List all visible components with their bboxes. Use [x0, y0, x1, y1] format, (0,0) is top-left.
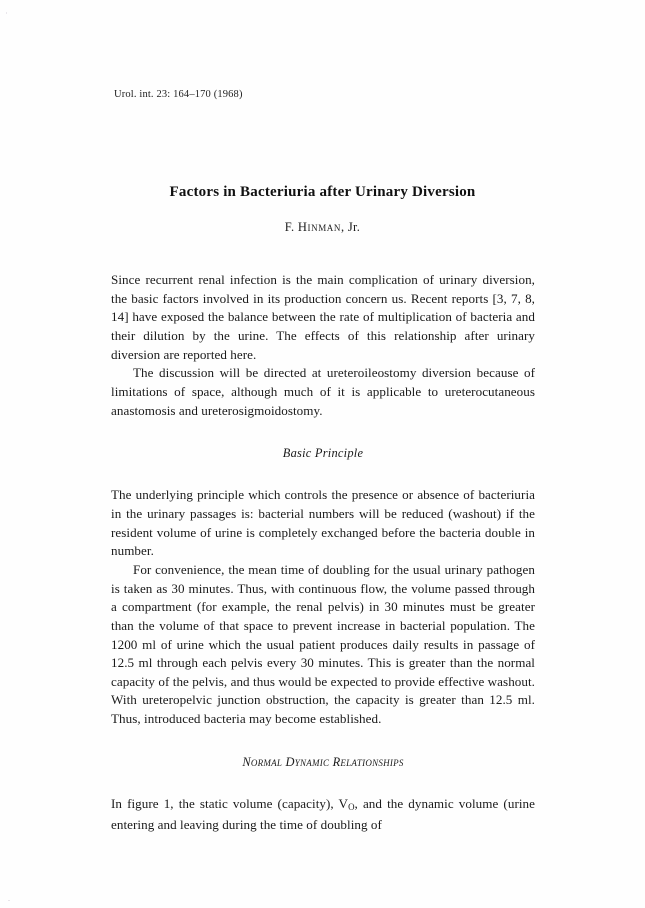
author-surname: Hinman [297, 220, 342, 234]
paragraph-dynamic-1-post: , and the dynamic volume (urine entering and leaving during the time of doubling of [111, 795, 535, 833]
spacer-before-basic-principle [111, 420, 535, 446]
paragraph-dynamic-1 [111, 795, 535, 835]
author-suffix: , Jr. [341, 220, 361, 234]
scan-artifact-bottom-rule [8, 900, 140, 901]
author-byline [0, 220, 645, 235]
spacer-before-normal-dynamic [111, 729, 535, 755]
paragraph-intro-2: The discussion will be directed at ureteroileostomy diversion because of limitations of space, although much of it is applicable to ureterocutaneous anastomosis and ureterosigmoidostomy. [111, 365, 535, 418]
author-initial: F. [284, 220, 295, 234]
paragraph-basic-2: For convenience, the mean time of doubling for the usual urinary pathogen is taken as 30 minutes. Thus, with continuous flow, the volume passed through a compartment (for example, the renal pelvis) in 30 minutes must be greater than the volume of that space to prevent increase in bacterial population. The 1200 ml of urine which the usual patient produces daily results in passage of 12.5 ml through each pelvis every 30 minutes. This is greater than the normal capacity of the pelvis, and thus would be expected to provide effective washout. With ureteropelvic junction obstruction, the capacity is greater than 12.5 ml. Thus, introduced bacteria may become established. [111, 561, 535, 727]
section-heading-normal-dynamic-relationships [111, 755, 535, 770]
spacer-after-basic-principle [111, 461, 535, 486]
running-head [114, 89, 243, 100]
page-title: Factors in Bacteriuria after Urinary Diversion [169, 184, 476, 200]
section-heading-basic-principle: Basic Principle [282, 446, 364, 461]
running-head-text: Urol. int. 23: 164–170 (1968) [114, 89, 243, 100]
scan-artifact-left-rule [6, 12, 7, 884]
section-heading-text: Normal Dynamic Relationships [242, 754, 404, 769]
static-volume-subscript: O [348, 801, 355, 812]
paragraph-basic-1: The underlying principle which controls the presence or absence of bacteriuria in the urinary passages is: bacterial numbers will be reduced (washout) if the resident volume of urine is completely exchanged before the bacteria double in number. [111, 487, 535, 559]
spacer-after-normal-dynamic [111, 770, 535, 795]
body-column [111, 271, 535, 835]
paragraph-dynamic-1-pre: In figure 1, the static volume (capacity), V [111, 795, 349, 811]
paragraph-intro-1: Since recurrent renal infection is the main complication of urinary diversion, the basic factors involved in its production concern us. Recent reports [3, 7, 8, 14] have exposed the balance between the rate of multiplication of bacteria and their dilution by the urine. The effects of this relationship after urinary diversion are reported here. [111, 272, 535, 362]
